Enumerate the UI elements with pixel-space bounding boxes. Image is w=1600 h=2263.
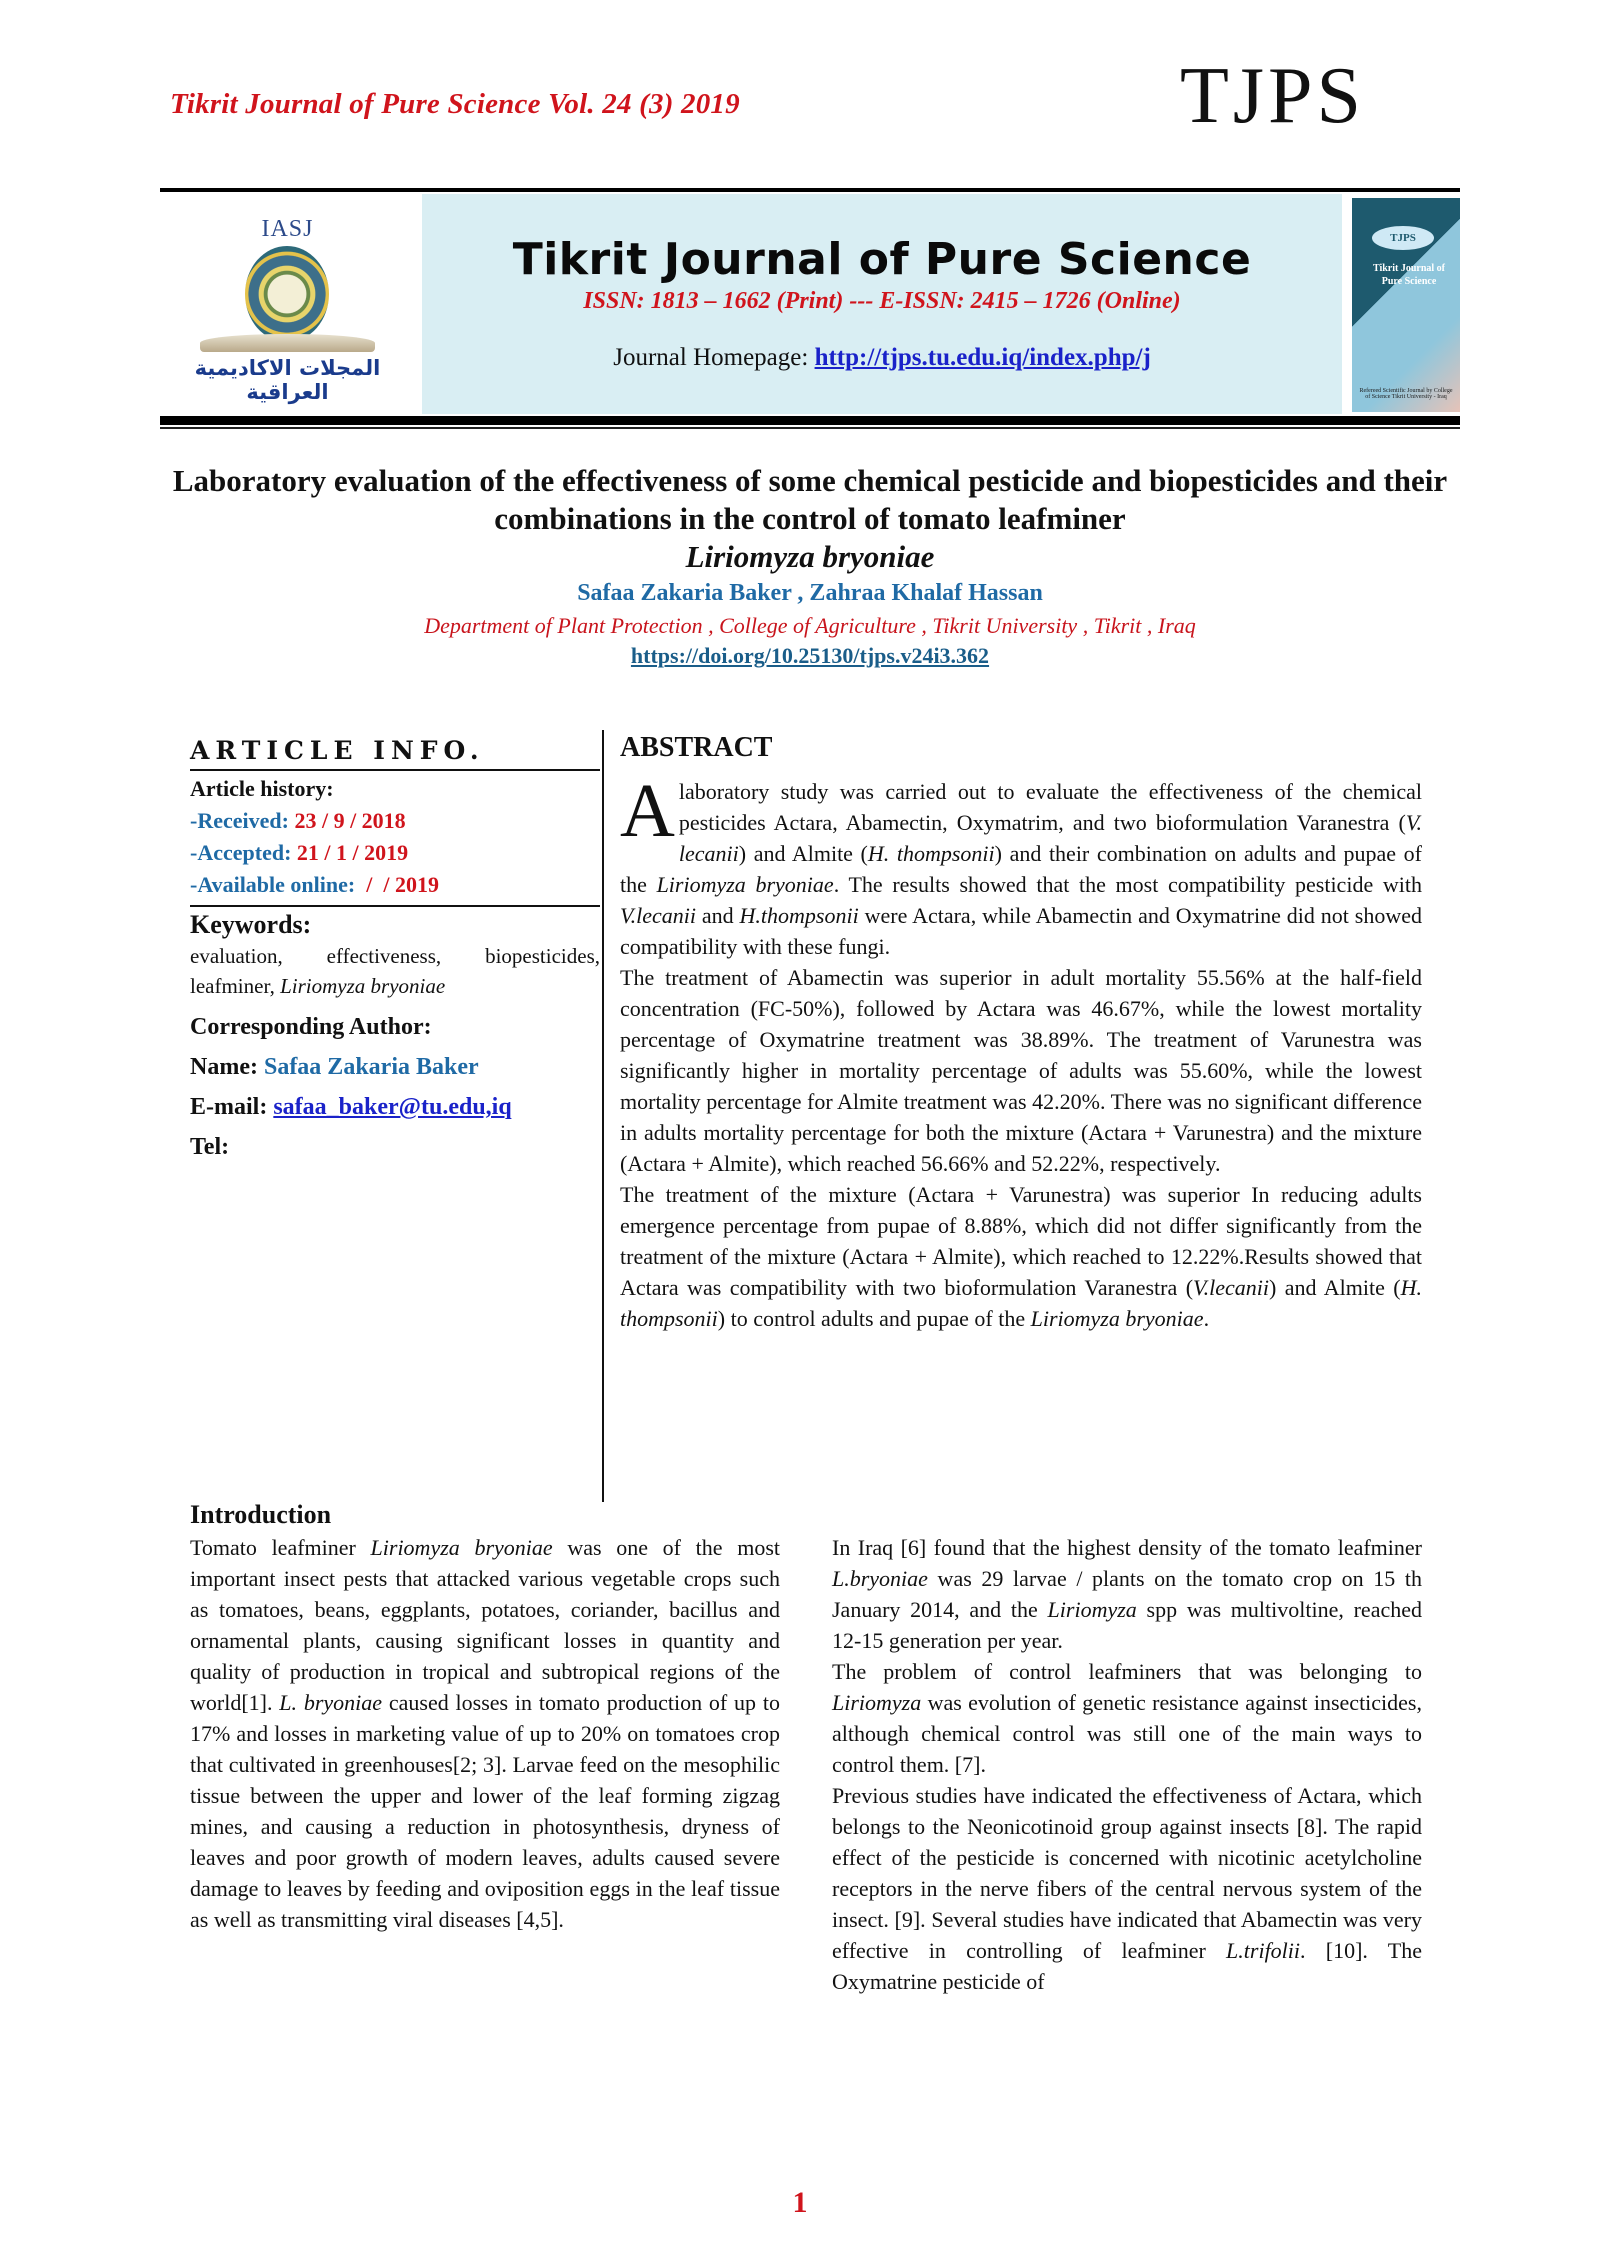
abstract-paragraph-2: The treatment of Abamectin was superior in adult mortality 55.56% at the half-field concentration (FC-50%), followed by Actara was 46.67%, while the lowest mortality percentage of Oxymatrine treatment was 38.89%. The treatment of Varunestra was significantly higher in mortality percentage of adults was 55.60%, while the lowest mortality percentage for Almite treatment was 42.20%. There was no significant difference in adults mortality percentage for both the mixture (Actara + Varunestra) and the mixture (Actara + Almite), which reached 56.66% and 52.22%, respectively. bbox=[620, 965, 1422, 1176]
history-accepted bbox=[190, 837, 600, 869]
keywords-label: Keywords: bbox=[190, 910, 312, 939]
homepage-label: Journal Homepage: bbox=[613, 344, 809, 371]
author-name: Safaa Zakaria Baker bbox=[263, 1054, 479, 1080]
introduction-left-column bbox=[190, 1532, 780, 1935]
abstract-paragraph-1: A laboratory study was carried out to evaluate the effectiveness of the chemical pesticides Actara, Abamectin, Oxymatrim, and two bioformulation Varanestra (V. lecanii) and Almite (H. thompsonii) and their combination on adults and pupae of the Liriomyza bryoniae. The results showed that the most compatibility pesticide with V.lecanii and H.thompsonii were Actara, while Abamectin and Oxymatrine did not showed compatibility with these fungi. bbox=[620, 769, 1422, 959]
divider bbox=[190, 905, 600, 907]
authors: Safaa Zakaria Baker , Zahraa Khalaf Hassan bbox=[577, 580, 1043, 606]
iasj-label: IASJ bbox=[261, 216, 314, 242]
keywords-plain: evaluation, effectiveness, biopesticides, leafminer, bbox=[190, 944, 600, 998]
introduction-heading: Introduction bbox=[190, 1500, 332, 1529]
article-info-panel bbox=[190, 736, 600, 1167]
journal-name: Tikrit Journal of Pure Science bbox=[512, 234, 1252, 285]
iasj-logo bbox=[160, 194, 415, 414]
cover-badge: TJPS bbox=[1372, 226, 1434, 250]
issn-line: ISSN: 1813 – 1662 (Print) --- E-ISSN: 2415 – 1726 (Online) bbox=[583, 288, 1181, 314]
corresponding-label: Corresponding Author: bbox=[190, 1014, 432, 1040]
abstract-section bbox=[620, 732, 1422, 1334]
journal-homepage bbox=[422, 344, 1342, 372]
banner-bottom-rule-thin bbox=[160, 427, 1460, 429]
cover-title: Tikrit Journal of Pure Science bbox=[1372, 263, 1446, 287]
divider bbox=[190, 769, 600, 771]
banner-center bbox=[422, 194, 1342, 414]
running-head: Tikrit Journal of Pure Science Vol. 24 (3) 2019 bbox=[170, 88, 740, 120]
open-book-icon bbox=[200, 334, 375, 352]
journal-banner bbox=[160, 194, 1460, 414]
received-label: -Received: bbox=[190, 808, 289, 833]
accepted-date: 21 / 1 / 2019 bbox=[296, 840, 409, 865]
abstract-heading: ABSTRACT bbox=[620, 732, 773, 763]
page-number: 1 bbox=[792, 2186, 808, 2219]
tel-label: Tel: bbox=[190, 1134, 230, 1160]
banner-top-rule bbox=[160, 188, 1460, 192]
abstract-paragraph-3: The treatment of the mixture (Actara + Varunestra) was superior In reducing adults emergence percentage from pupae of 8.88%, which did not differ significantly from the treatment of the mixture (Actara + Almite), which reached to 12.22%.Results showed that Actara was compatibility with two bioformulation Varanestra (V.lecanii) and Almite (H. thompsonii) to control adults and pupae of the Liriomyza bryoniae. bbox=[620, 1182, 1422, 1331]
history-received bbox=[190, 805, 600, 837]
homepage-link[interactable]: http://tjps.tu.edu.iq/index.php/j bbox=[814, 344, 1151, 371]
available-label: -Available online: bbox=[190, 872, 356, 897]
corresponding-author bbox=[190, 1007, 600, 1167]
introduction-right-column bbox=[832, 1532, 1422, 1997]
accepted-label: -Accepted: bbox=[190, 840, 292, 865]
column-divider bbox=[602, 730, 604, 1502]
article-header bbox=[160, 462, 1460, 669]
history-label: Article history: bbox=[190, 776, 334, 801]
received-date: 23 / 9 / 2018 bbox=[294, 808, 406, 833]
doi-link[interactable]: https://doi.org/10.25130/tjps.v24i3.362 bbox=[630, 643, 990, 668]
journal-cover-thumbnail bbox=[1352, 198, 1460, 412]
iasj-arabic-label: المجلات الاكاديمية العراقية bbox=[194, 356, 381, 404]
affiliation: Department of Plant Protection , College of Agriculture , Tikrit University , Tikrit , Iraq bbox=[424, 613, 1196, 638]
keywords-species: Liriomyza bryoniae bbox=[280, 974, 446, 998]
available-date: / / 2019 bbox=[360, 872, 439, 897]
email-link[interactable]: safaa_baker@tu.edu,iq bbox=[273, 1094, 512, 1120]
intro-paragraph-1: Tomato leafminer Liriomyza bryoniae was one of the most important insect pests that attacked various vegetable crops such as tomatoes, beans, eggplants, potatoes, coriander, bacillus and ornamental plants, causing significant losses in quantity and quality of production in tropical and subtropical regions of the world[1]. L. bryoniae caused losses in tomato production of up to 17% and losses in marketing value of up to 20% on tomatoes crop that cultivated in greenhouses[2; 3]. Larvae feed on the mesophilic tissue between the upper and lower of the leaf forming zigzag mines, and causing a reduction in photosynthesis, dryness of leaves and poor growth of modern leaves, adults caused severe damage to leaves by feeding and oviposition eggs in the leaf tissue as well as transmitting viral diseases [4,5]. bbox=[190, 1535, 780, 1932]
intro-paragraph-3: The problem of control leafminers that was belonging to Liriomyza was evolution of genetic resistance against insecticides, although chemical control was still one of the main ways to control them. [7]. bbox=[832, 1659, 1422, 1777]
cover-footer: Refereed Scientific Journal by College of Science Tikrit University - Iraq bbox=[1359, 388, 1453, 400]
history-available bbox=[190, 869, 600, 901]
keywords bbox=[190, 941, 600, 1001]
name-label: Name: bbox=[190, 1054, 258, 1080]
iasj-seal-icon bbox=[245, 246, 329, 342]
intro-paragraph-4: Previous studies have indicated the effectiveness of Actara, which belongs to the Neonicotinoid group against insects [8]. The rapid effect of the pesticide is concerned with nicotinic acetylcholine receptors in the nerve fibers of the central nervous system of the insect. [9]. Several studies have indicated that Abamectin was very effective in controlling of leafminer L.trifolii. [10]. The Oxymatrine pesticide of bbox=[832, 1783, 1422, 1994]
journal-brand-logo: TJPS bbox=[1180, 52, 1365, 140]
email-label: E-mail: bbox=[190, 1094, 268, 1120]
dropcap: A bbox=[620, 769, 675, 853]
article-title-species: Liriomyza bryoniae bbox=[685, 539, 935, 574]
article-info-heading: ARTICLE INFO. bbox=[190, 736, 485, 765]
intro-paragraph-2: In Iraq [6] found that the highest density of the tomato leafminer L.bryoniae was 29 larvae / plants on the tomato crop on 15 th January 2014, and the Liriomyza spp was multivoltine, reached 12-15 generation per year. bbox=[832, 1535, 1422, 1653]
banner-bottom-rule bbox=[160, 416, 1460, 425]
article-title: Laboratory evaluation of the effectiveness of some chemical pesticide and biopesticides and their combinations in the control of tomato leafminer bbox=[172, 463, 1448, 536]
